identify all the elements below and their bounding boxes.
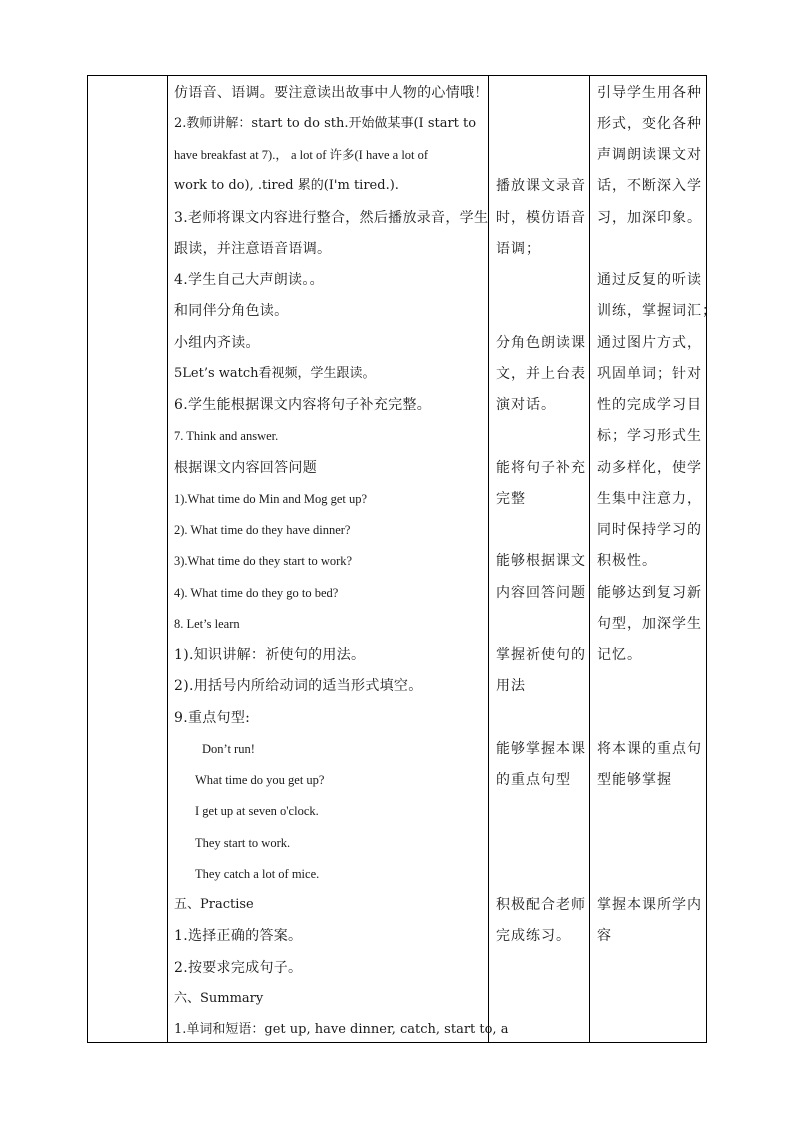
intent-line: 标；学习形式生 [597,428,702,444]
procedure-line: 和同伴分角色读。 [174,303,289,319]
key-sentence: What time do you get up? [195,773,325,787]
procedure-line: have breakfast at 7).， a lot of 许多(I have a lot of [174,148,429,162]
procedure-line: 仿语音、语调。要注意读出故事中人物的心情哦！ [174,85,489,101]
procedure-line: 1).知识讲解：祈使句的用法。 [174,647,366,663]
activity-line: 用法 [496,678,526,694]
intent-line: 动多样化，使学 [597,460,702,476]
activity-line: 的重点句型 [496,772,571,788]
intent-line: 将本课的重点句 [597,741,702,757]
procedure-line: 9.重点句型: [174,710,251,726]
procedure-line: 跟读，并注意语音语调。 [174,241,332,257]
intent-line: 同时保持学习的 [597,522,702,538]
intent-line: 句型，加深学生 [597,616,702,632]
activity-line: 完整 [496,491,526,507]
intent-line: 通过图片方式， [597,335,702,351]
procedure-line: 2). What time do they have dinner? [174,523,351,537]
procedure-line: 1.单词和短语：get up, have dinner, catch, start to, a [174,1022,509,1037]
activity-line: 能够掌握本课 [496,741,586,757]
activity-line: 完成练习。 [496,928,571,944]
section-heading: 五、Practise [174,897,254,912]
key-sentence: They start to work. [195,836,291,850]
activity-line: 分角色朗读课 [496,335,586,351]
activity-line: 语调； [496,241,541,257]
procedure-line: 2).用括号内所给动词的适当形式填空。 [174,678,423,694]
procedure-line: 8. Let’s learn [174,617,240,631]
procedure-line: 6.学生能根据课文内容将句子补充完整。 [174,397,432,413]
intent-line: 记忆。 [597,647,642,663]
procedure-line: 3).What time do they start to work? [174,554,353,568]
activity-line: 能够根据课文 [496,553,586,569]
procedure-line: 4). What time do they go to bed? [174,586,339,600]
procedure-line: 根据课文内容回答问题 [174,460,317,476]
intent-line: 性的完成学习目 [597,397,702,413]
activity-line: 文，并上台表 [496,366,586,382]
intent-line: 通过反复的听读 [597,272,702,288]
intent-line: 掌握本课所学内 [597,897,702,913]
column-divider-3 [589,76,590,1042]
intent-line: 型能够掌握 [597,772,672,788]
section-heading: 六、Summary [174,991,264,1006]
activity-line: 掌握祈使句的 [496,647,586,663]
procedure-line: 小组内齐读。 [174,335,260,351]
intent-line: 巩固单词；针对 [597,366,702,382]
intent-line: 话，不断深入学 [597,178,702,194]
procedure-line: 4.学生自己大声朗读。。 [174,272,324,288]
intent-line: 引导学生用各种 [597,85,702,101]
activity-line: 时，模仿语音 [496,210,586,226]
activity-line: 内容回答问题 [496,585,586,601]
activity-line: 能将句子补充 [496,460,586,476]
lesson-plan-table [87,75,717,1043]
intent-line: 训练，掌握词汇； [597,303,717,319]
intent-line: 声调朗读课文对 [597,147,702,163]
procedure-line: 1.选择正确的答案。 [174,928,303,944]
intent-line: 能够达到复习新 [597,585,702,601]
activity-line: 播放课文录音 [496,178,586,194]
procedure-line: 3.老师将课文内容进行整合，然后播放录音，学生 [174,210,489,226]
column-divider-1 [167,76,168,1042]
intent-line: 形式，变化各种 [597,116,702,132]
key-sentence: They catch a lot of mice. [195,867,320,881]
procedure-line: 7. Think and answer. [174,429,279,443]
procedure-line: 2.按要求完成句子。 [174,960,303,976]
procedure-line: 1).What time do Min and Mog get up? [174,492,368,506]
intent-line: 积极性。 [597,553,657,569]
procedure-line: work to do), .tired 累的(I'm tired.). [174,178,399,193]
activity-line: 演对话。 [496,397,556,413]
intent-line: 容 [597,928,612,944]
procedure-line: 5Let’s watch看视频，学生跟读。 [174,366,376,381]
key-sentence: Don’t run! [202,742,255,756]
key-sentence: I get up at seven o'clock. [195,804,319,818]
procedure-line: 2.教师讲解：start to do sth.开始做某事(I start to [174,116,477,131]
activity-line: 积极配合老师 [496,897,586,913]
intent-line: 习，加深印象。 [597,210,702,226]
intent-line: 生集中注意力， [597,491,702,507]
